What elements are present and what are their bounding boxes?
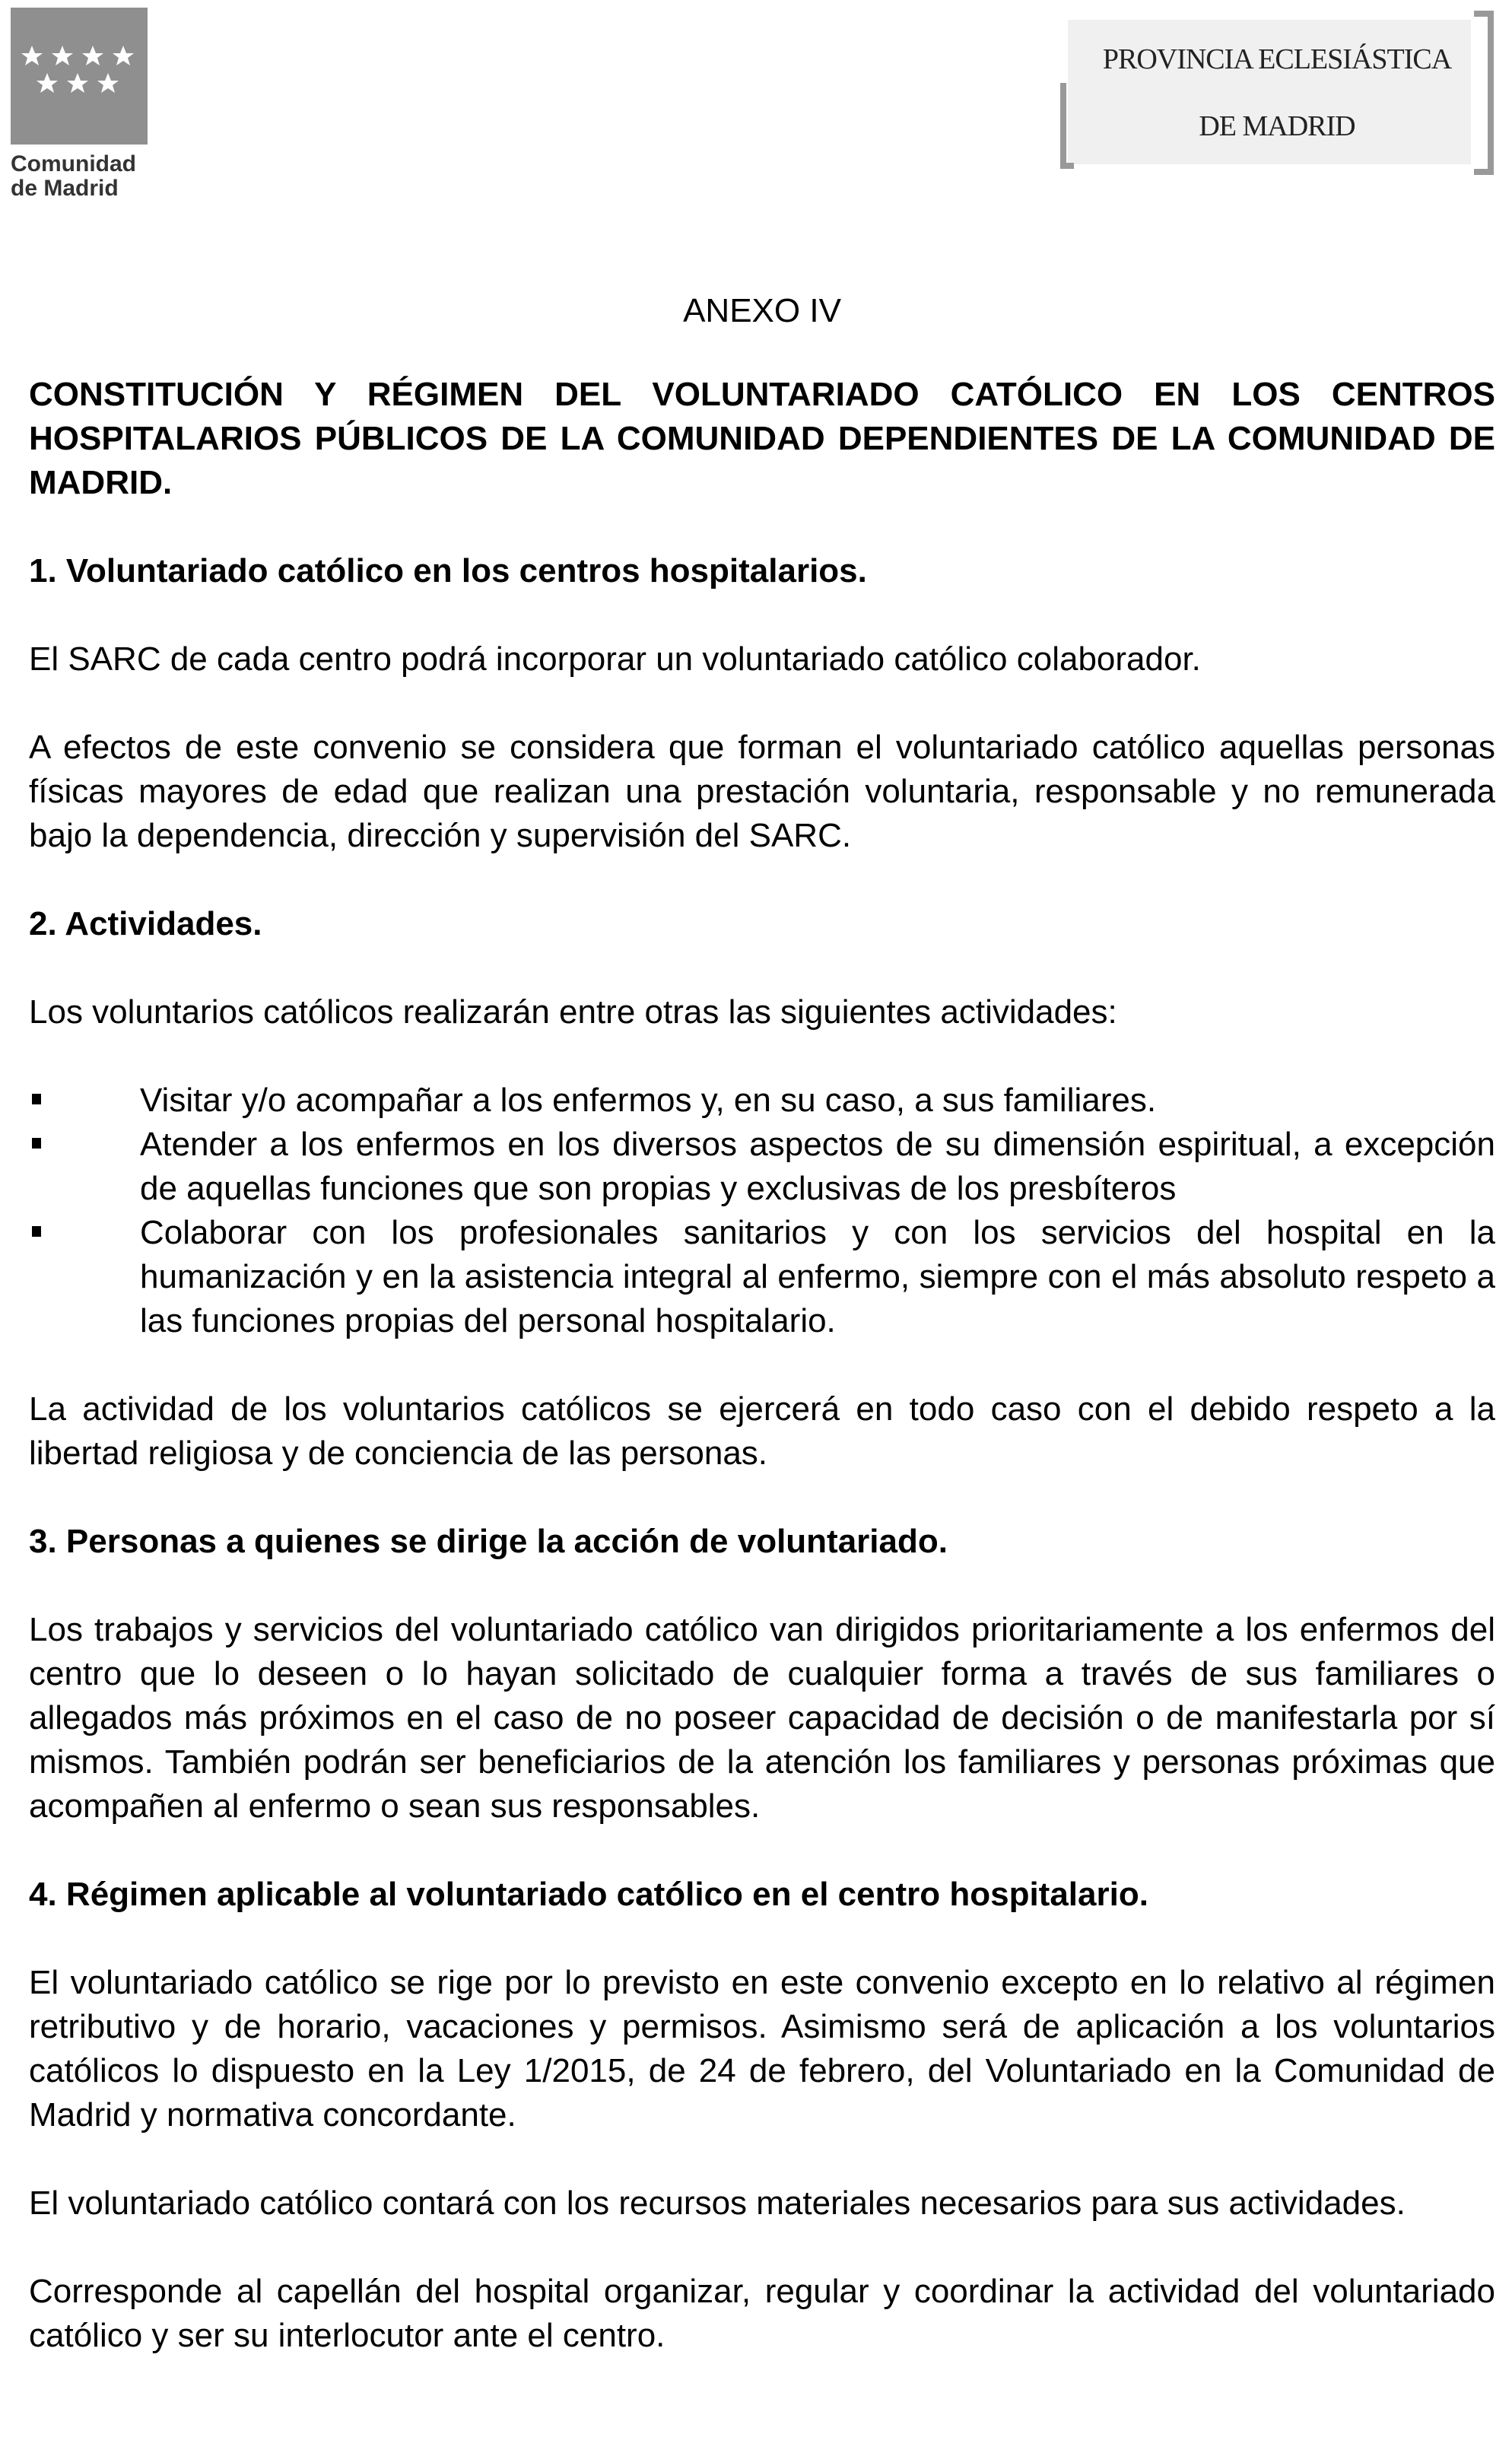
section-4-heading: 4. Régimen aplicable al voluntariado católico en el centro hospitalario. [29, 1876, 1148, 1913]
province-line-2: DE MADRID [1199, 110, 1355, 142]
section-4-paragraph-3: Corresponde al capellán del hospital organizar, regular y coordinar la actividad del voluntariado católico y ser su interlocutor ante el centro. [29, 2273, 1495, 2354]
section-4-paragraph-1: El voluntariado católico se rige por lo previsto en este convenio excepto en lo relativo al régimen retributivo y de horario, vacaciones y permisos. Asimismo será de aplicación a los voluntarios católicos lo dispuesto en la Ley 1/2015, de 24 de febrero, del Voluntariado en la Comunidad de Madrid y normativa concordante. [29, 1964, 1495, 2134]
bullet-icon [32, 1226, 41, 1237]
comunidad-madrid-logo [11, 8, 155, 201]
stars-icon [21, 44, 143, 97]
logo-emblem [11, 8, 148, 145]
annex-label: ANEXO IV [683, 292, 841, 329]
list-item-text: Atender a los enfermos en los diversos aspectos de su dimensión espiritual, a excepción de aquellas funciones que son propias y exclusivas de los presbíteros [140, 1126, 1495, 1207]
bullet-icon [32, 1094, 41, 1104]
activities-list [29, 1079, 1495, 1343]
section-1-paragraph-1: El SARC de cada centro podrá incorporar un voluntariado católico colaborador. [29, 640, 1201, 678]
list-item [29, 1123, 1495, 1211]
province-header-box [1060, 11, 1494, 163]
logo-label [11, 152, 155, 201]
section-2-heading: 2. Actividades. [29, 905, 262, 942]
section-3-paragraph-1: Los trabajos y servicios del voluntariado católico van dirigidos prioritariamente a los enfermos del centro que lo deseen o lo hayan solicitado de cualquier forma a través de sus familiares o allegados más próximos en el caso de no poseer capacidad de decisión o de manifestarla por sí mismos. También podrán ser beneficiarios de la atención los familiares y personas próximas que acompañen al enfermo o sean sus responsables. [29, 1611, 1495, 1825]
list-item [29, 1079, 1495, 1123]
logo-label-line1: Comunidad [11, 151, 136, 176]
logo-label-line2: de Madrid [11, 176, 119, 201]
section-1-heading: 1. Voluntariado católico en los centros hospitalarios. [29, 552, 867, 589]
section-1-paragraph-2: A efectos de este convenio se considera que forman el voluntariado católico aquellas personas físicas mayores de edad que realizan una prestación voluntaria, responsable y no remunerada bajo la dependencia, dirección y supervisión del SARC. [29, 729, 1495, 854]
section-4-paragraph-2: El voluntariado católico contará con los recursos materiales necesarios para sus actividades. [29, 2184, 1406, 2222]
province-box-right-bracket [1474, 11, 1494, 175]
section-3-heading: 3. Personas a quienes se dirige la acción de voluntariado. [29, 1523, 948, 1560]
list-item-text: Colaborar con los profesionales sanitarios y con los servicios del hospital en la humanización y en la asistencia integral al enfermo, siempre con el más absoluto respeto a las funciones propias del personal hospitalario. [140, 1214, 1495, 1339]
document-title: CONSTITUCIÓN Y RÉGIMEN DEL VOLUNTARIADO CATÓLICO EN LOS CENTROS HOSPITALARIOS PÚBLICOS DE LA COMUNIDAD DEPENDIENTES DE LA COMUNIDAD DE MADRID. [29, 376, 1495, 501]
list-item [29, 1211, 1495, 1343]
bullet-icon [32, 1138, 41, 1149]
province-line-1: PROVINCIA ECLESIÁSTICA [1102, 43, 1452, 75]
section-2-intro: Los voluntarios católicos realizarán entre otras las siguientes actividades: [29, 993, 1117, 1031]
list-item-text: Visitar y/o acompañar a los enfermos y, en su caso, a sus familiares. [140, 1082, 1157, 1119]
document-body [29, 289, 1495, 2402]
section-2-paragraph-2: La actividad de los voluntarios católicos se ejercerá en todo caso con el debido respeto a la libertad religiosa y de conciencia de las personas. [29, 1390, 1495, 1472]
